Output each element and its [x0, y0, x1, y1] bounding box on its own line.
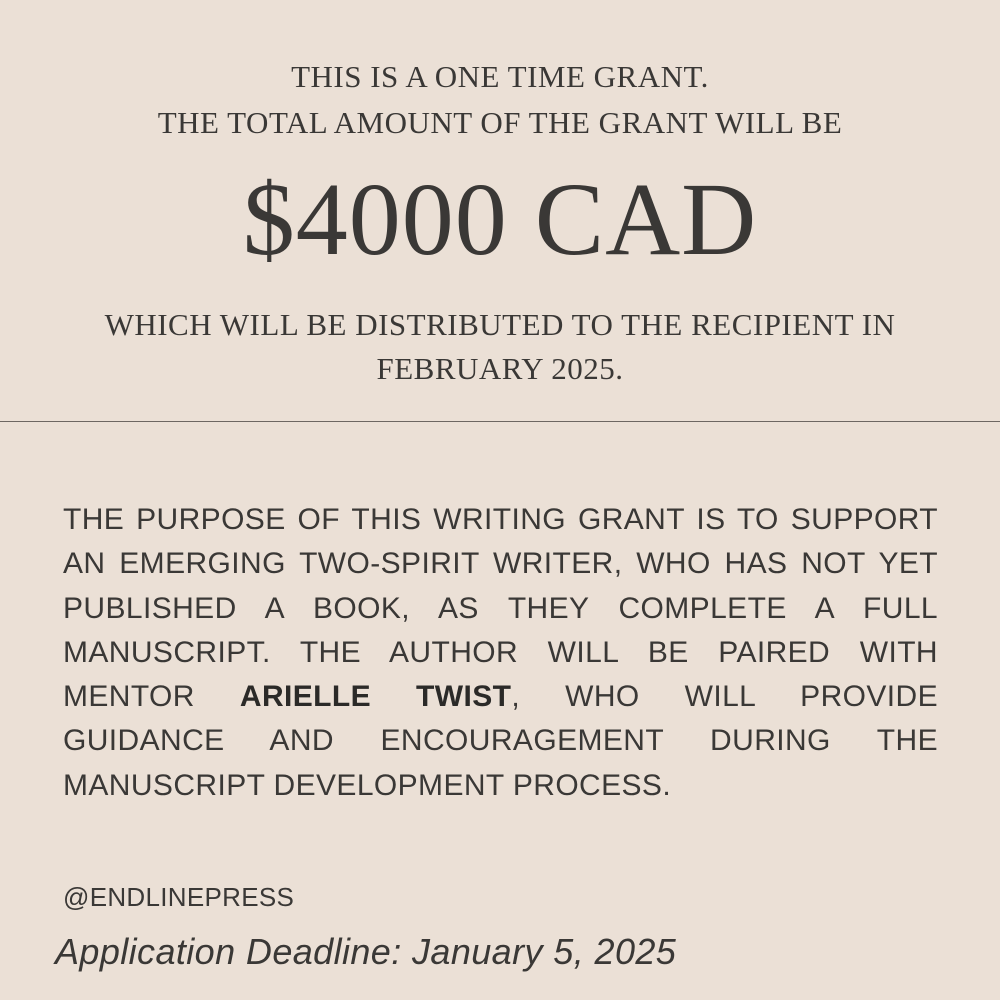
purpose-paragraph [63, 498, 938, 808]
mentor-line-rest: , WHO WILL PROVIDE [511, 680, 938, 714]
section-divider [0, 421, 1000, 422]
distribution-text-line2: FEBRUARY 2025. [376, 351, 624, 386]
application-deadline: Application Deadline: January 5, 2025 [55, 931, 677, 972]
purpose-line-mentor [63, 675, 938, 719]
purpose-line: MANUSCRIPT. THE AUTHOR WILL BE PAIRED WITH [63, 635, 938, 669]
mentor-label: MENTOR [63, 680, 195, 714]
grant-amount: $4000 CAD [242, 162, 758, 277]
purpose-line: THE PURPOSE OF THIS WRITING GRANT IS TO SUPPORT [63, 503, 938, 536]
mentor-name: ARIELLE TWIST [239, 680, 512, 714]
social-handle: @ENDLINEPRESS [63, 882, 295, 912]
purpose-line: GUIDANCE AND ENCOURAGEMENT DURING THE [63, 724, 938, 758]
total-amount-text: THE TOTAL AMOUNT OF THE GRANT WILL BE [157, 105, 843, 140]
distribution-text-line1: WHICH WILL BE DISTRIBUTED TO THE RECIPIENT IN [104, 307, 896, 342]
purpose-line: AN EMERGING TWO-SPIRIT WRITER, WHO HAS NOT YET [63, 547, 938, 581]
purpose-line: PUBLISHED A BOOK, AS THEY COMPLETE A FULL [63, 591, 938, 625]
one-time-grant-text: THIS IS A ONE TIME GRANT. [291, 59, 709, 94]
purpose-line: MANUSCRIPT DEVELOPMENT PROCESS. [63, 768, 672, 802]
